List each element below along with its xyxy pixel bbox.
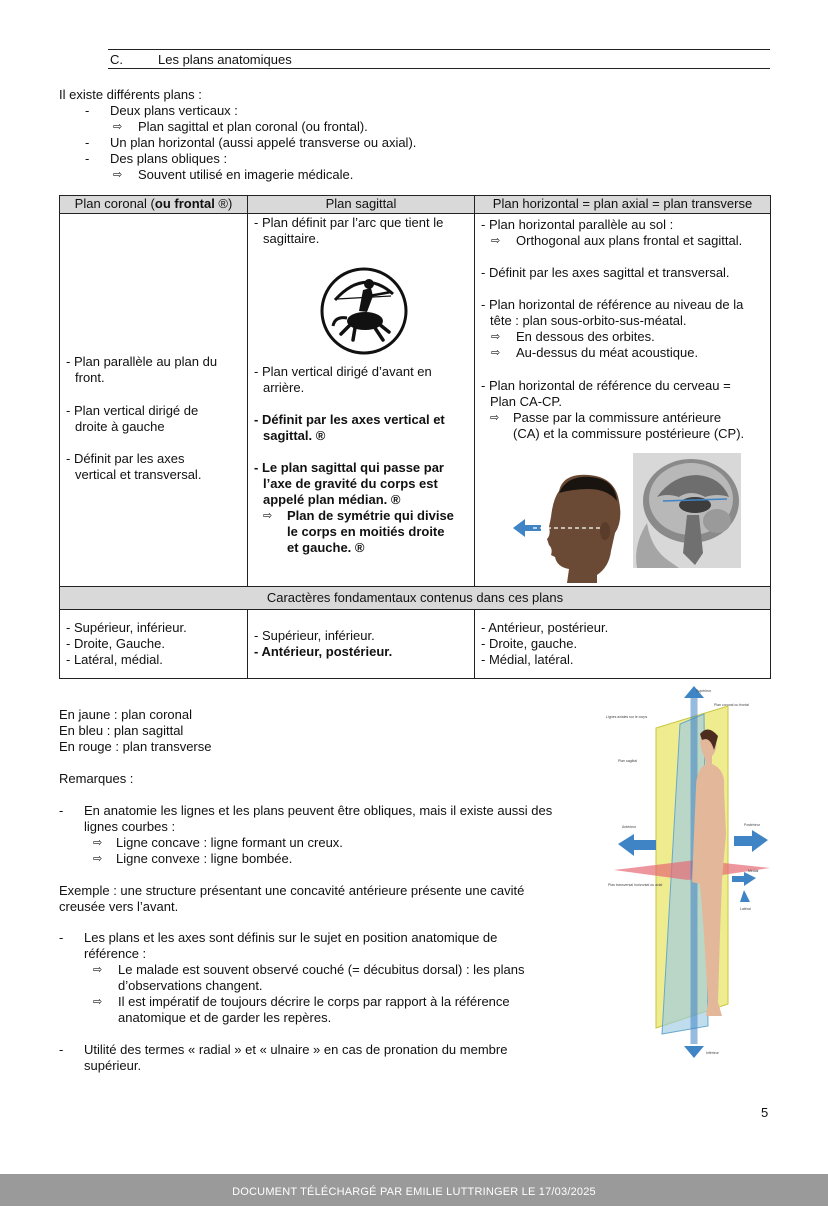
label-lateral: Latéral (740, 907, 751, 911)
horizontal-line: Orthogonal aux plans frontal et sagittal. (516, 233, 743, 248)
arrow-icon: ⇨ (490, 412, 500, 424)
sagittal-line: - Plan définit par l’arc que tient le (254, 215, 444, 230)
fund-coronal-line: - Supérieur, inférieur. (66, 620, 187, 635)
arrow-icon: ⇨ (93, 964, 103, 976)
label-anterieur: Antérieur (622, 825, 637, 829)
fund-coronal-cell (60, 610, 248, 679)
fund-horizontal-line: - Droite, gauche. (481, 636, 578, 651)
arrow-icon: ⇨ (93, 996, 103, 1008)
horizontal-line: En dessous des orbites. (516, 329, 655, 344)
label-inferieur: Inférieur (706, 1051, 719, 1055)
sagittal-line: Plan de symétrie qui divise (287, 508, 454, 523)
intro-subitem: Souvent utilisé en imagerie médicale. (138, 167, 354, 182)
intro-subitem: Plan sagittal et plan coronal (ou frontal). (138, 119, 368, 134)
fund-horizontal-line: - Médial, latéral. (481, 652, 574, 667)
label-plan-sagittal: Plan sagittal (618, 759, 638, 763)
sagittal-cell (248, 214, 475, 587)
coronal-line: - Définit par les axes (66, 451, 185, 466)
intro-dash: - (85, 103, 90, 118)
sagittal-line: - Le plan sagittal qui passe par (254, 460, 444, 475)
sagittal-line: - Définit par les axes vertical et (254, 412, 445, 427)
remark-text: supérieur. (84, 1058, 142, 1073)
remark-subtext: d’observations changent. (118, 978, 263, 993)
header-coronal (60, 196, 248, 214)
arrow-icon: ⇨ (263, 510, 273, 522)
section-title: Les plans anatomiques (158, 52, 292, 67)
arrow-icon: ⇨ (491, 331, 501, 343)
label-plan-coronal: Plan coronal ou frontal (714, 703, 750, 707)
sagittal-line: arrière. (263, 380, 305, 395)
coronal-line: vertical et transversal. (75, 467, 202, 482)
intro-item: Des plans obliques : (110, 151, 228, 166)
remark-text: référence : (84, 946, 147, 961)
remark-subtext: Ligne concave : ligne formant un creux. (116, 835, 343, 850)
planes-table (59, 195, 771, 679)
horizontal-line: (CA) et la commissure postérieure (CP). (513, 426, 745, 441)
remark-subtext: anatomique et de garder les repères. (118, 1010, 332, 1025)
sagittal-line: sagittal. ® (263, 428, 326, 443)
head-profile-image (511, 471, 631, 583)
sagittal-line: sagittaire. (263, 231, 320, 246)
remark-text: lignes courbes : (84, 819, 176, 834)
coronal-line: droite à gauche (75, 419, 165, 434)
sagittarius-icon (319, 266, 409, 356)
remarks-title: Remarques : (59, 771, 134, 786)
legend-blue: En bleu : plan sagittal (59, 723, 184, 738)
sagittal-line: - Plan vertical dirigé d’avant en (254, 364, 432, 379)
fund-coronal-line: - Droite, Gauche. (66, 636, 165, 651)
remark-subtext: Le malade est souvent observé couché (= décubitus dorsal) : les plans (118, 962, 525, 977)
horizontal-cell (475, 214, 771, 587)
fund-horizontal-line: - Antérieur, postérieur. (481, 620, 609, 635)
remark-text: Les plans et les axes sont définis sur le sujet en position anatomique de (84, 930, 498, 945)
horizontal-line: tête : plan sous-orbito-sus-méatal. (490, 313, 687, 328)
arrow-icon: ⇨ (491, 347, 501, 359)
horizontal-line: - Définit par les axes sagittal et transversal. (481, 265, 730, 280)
heading-rule-top (108, 49, 770, 50)
sagittal-line: l’axe de gravité du corps est (263, 476, 438, 491)
coronal-cell (60, 214, 248, 587)
horizontal-line: Plan CA-CP. (490, 394, 563, 409)
remark-text: Utilité des termes « radial » et « ulnaire » en cas de pronation du membre (84, 1042, 508, 1057)
heading-rule-bottom (108, 68, 770, 69)
arrow-icon: ⇨ (93, 837, 103, 849)
sagittal-line: le corps en moitiés droite (287, 524, 445, 539)
remark-text: En anatomie les lignes et les plans peuvent être obliques, mais il existe aussi des (84, 803, 553, 818)
remark-dash: - (59, 803, 64, 818)
fund-horizontal-cell (475, 610, 771, 679)
label-medial: Médial (748, 869, 759, 873)
horizontal-line: - Plan horizontal de référence au niveau de la (481, 297, 744, 312)
horizontal-line: - Plan horizontal parallèle au sol : (481, 217, 674, 232)
arrow-icon: ⇨ (93, 853, 103, 865)
intro-dash: - (85, 135, 90, 150)
label-superieur: Supérieur (696, 689, 712, 693)
coronal-line: front. (75, 370, 105, 385)
label-axe: Lignes axiales sur le corps (606, 715, 648, 719)
intro-item: Deux plans verticaux : (110, 103, 238, 118)
intro-item: Un plan horizontal (aussi appelé transverse ou axial). (110, 135, 417, 150)
header-sagittal: Plan sagittal (248, 196, 475, 214)
remark-dash: - (59, 930, 64, 945)
fund-sagittal-cell (248, 610, 475, 679)
fund-sagittal-line: - Supérieur, inférieur. (254, 628, 375, 643)
intro-lead: Il existe différents plans : (59, 87, 202, 102)
horizontal-line: Au-dessus du méat acoustique. (516, 345, 699, 360)
horizontal-line: Passe par la commissure antérieure (513, 410, 722, 425)
example-text: creusée vers l’avant. (59, 899, 179, 914)
sagittal-line: appelé plan médian. ® (263, 492, 401, 507)
label-plan-transversal: Plan transversal horizontal ou axial (608, 883, 663, 887)
brain-mri-image (633, 453, 741, 568)
arrow-icon: ⇨ (491, 235, 501, 247)
fundamental-header: Caractères fondamentaux contenus dans ces plans (60, 587, 771, 610)
coronal-line: - Plan parallèle au plan du (66, 354, 218, 369)
remark-dash: - (59, 1042, 64, 1057)
header-coronal-end: ®) (214, 196, 233, 211)
header-coronal-text: Plan coronal ( (74, 196, 155, 211)
header-horizontal: Plan horizontal = plan axial = plan transverse (475, 196, 771, 214)
coronal-line: - Plan vertical dirigé de (66, 403, 199, 418)
remark-subtext: Il est impératif de toujours décrire le corps par rapport à la référence (118, 994, 510, 1009)
fund-sagittal-line: - Antérieur, postérieur. (254, 644, 393, 659)
remark-subtext: Ligne convexe : ligne bombée. (116, 851, 293, 866)
page-number: 5 (761, 1105, 769, 1120)
legend-red: En rouge : plan transverse (59, 739, 212, 754)
header-coronal-bold: ou frontal (154, 196, 215, 211)
sagittal-line: et gauche. ® (287, 540, 365, 555)
example-text: Exemple : une structure présentant une concavité antérieure présente une cavité (59, 883, 525, 898)
legend-yellow: En jaune : plan coronal (59, 707, 192, 722)
section-letter: C. (110, 52, 123, 67)
label-posterieur: Postérieur (744, 823, 760, 827)
horizontal-line: - Plan horizontal de référence du cerveau = (481, 378, 731, 393)
arrow-icon: ⇨ (113, 169, 123, 181)
fund-coronal-line: - Latéral, médial. (66, 652, 163, 667)
intro-dash: - (85, 151, 90, 166)
anatomical-planes-figure (604, 684, 772, 1060)
arrow-icon: ⇨ (113, 121, 123, 133)
download-footer: DOCUMENT TÉLÉCHARGÉ PAR EMILIE LUTTRINGER LE 17/03/2025 (0, 1174, 828, 1206)
